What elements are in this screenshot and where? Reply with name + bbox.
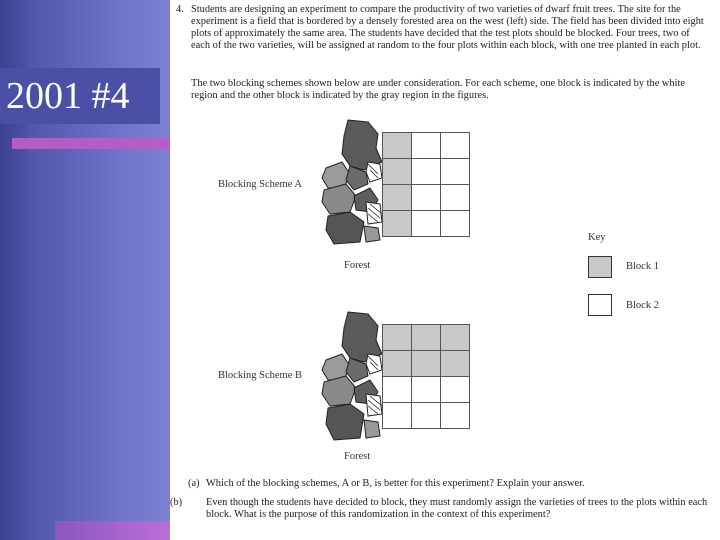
plot-cell (412, 133, 441, 159)
plot-cell (441, 211, 470, 237)
plot-cell (441, 133, 470, 159)
plot-cell (441, 351, 470, 377)
bottom-accent-bar (55, 521, 180, 540)
forest-a-illustration (320, 118, 388, 246)
schemes-intro: The two blocking schemes shown below are under consideration. For each scheme, one block is indicated by the white region and the other block is indicated by the gray region in the figures. (191, 78, 685, 101)
problem-number: 4. (176, 4, 184, 15)
scheme-a-grid (382, 132, 470, 237)
problem-document (170, 0, 720, 540)
key-block1-label: Block 1 (626, 261, 659, 272)
plot-cell (441, 159, 470, 185)
question-a-text: Which of the blocking schemes, A or B, is better for this experiment? Explain your answer. (206, 478, 585, 489)
plot-cell (383, 403, 412, 429)
question-b-tag: (b) (170, 497, 183, 508)
plot-cell (412, 403, 441, 429)
question-a (188, 478, 708, 490)
accent-bar (12, 138, 172, 149)
plot-cell (412, 211, 441, 237)
scheme-b-grid (382, 324, 470, 429)
plot-cell (412, 325, 441, 351)
question-a-tag: (a) (188, 478, 200, 489)
plot-cell (441, 325, 470, 351)
plot-cell (383, 211, 412, 237)
plot-cell (441, 185, 470, 211)
scheme-b-label: Blocking Scheme B (218, 370, 302, 381)
scheme-a-label: Blocking Scheme A (218, 179, 302, 190)
forest-a-label: Forest (344, 260, 371, 271)
plot-cell (412, 351, 441, 377)
key-block2-swatch (588, 294, 612, 316)
plot-cell (383, 185, 412, 211)
plot-cell (412, 185, 441, 211)
plot-cell (383, 351, 412, 377)
question-b (170, 497, 720, 521)
plot-cell (412, 377, 441, 403)
key-block1-swatch (588, 256, 612, 278)
key-block2-label: Block 2 (626, 300, 659, 311)
plot-cell (441, 377, 470, 403)
slide-title: 2001 #4 (6, 75, 130, 117)
key-title: Key (588, 232, 606, 243)
plot-cell (383, 377, 412, 403)
plot-cell (383, 159, 412, 185)
forest-b-illustration (320, 310, 388, 442)
problem-intro: Students are designing an experiment to compare the productivity of two varieties of dwarf fruit trees. The site for the experiment is a field that is bordered by a densely forested area on the west (left) side. The field has been divided into eight plots of approximately the same area. The students have decided that the test plots should be blocked. Four trees, two of each of the two varieties, will be assigned at random to the four plots within each block, with one tree planted in each plot. (191, 4, 704, 51)
forest-b-label: Forest (344, 451, 371, 462)
question-b-text: Even though the students have decided to block, they must randomly assign the varieties of trees to the plots within each block. What is the purpose of this randomization in the context of this experiment? (206, 497, 708, 520)
plot-cell (383, 133, 412, 159)
plot-cell (383, 325, 412, 351)
plot-cell (441, 403, 470, 429)
plot-cell (412, 159, 441, 185)
